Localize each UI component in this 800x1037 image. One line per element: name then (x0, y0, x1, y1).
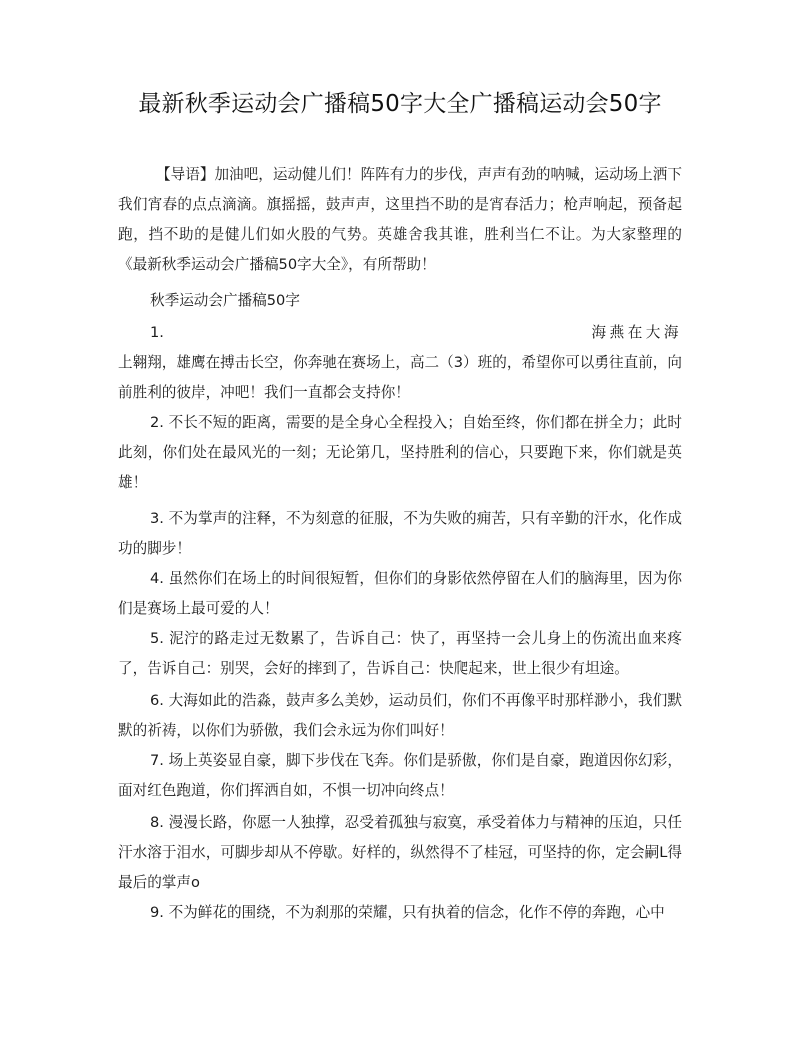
list-item-2: 2. 不长不短的距离，需要的是全身心全程投入；自始至终，你们都在拼全力；此时此刻，你们处在最风光的一刻；无论第几，坚持胜利的信心，只要跑下来，你们就是英雄！ (118, 414, 682, 491)
list-item-number: 1. (150, 324, 164, 341)
document-title: 最新秋季运动会广播稿50字大全广播稿运动会50字 (138, 91, 662, 117)
list-item-lead-text: 海燕在大海 (591, 324, 682, 341)
list-item-6: 6. 大海如此的浩淼，鼓声多么美妙，运动员们，你们不再像平时那样渺小，我们默默的祈祷，以你们为骄傲，我们会永远为你们叫好！ (118, 692, 682, 739)
list-item-8: 8. 漫漫长路，你愿一人独撑，忍受着孤独与寂寞，承受着体力与精神的压迫，只任汗水溶于泪水，可脚步却从不停歇。好样的，纵然得不了桂冠，可坚持的你，定会嗣L得最后的掌声o (118, 814, 682, 891)
list-item-5: 5. 泥泞的路走过无数累了，告诉自己：快了，再坚持一会儿身上的伤流出血来疼了，告诉自己：别哭，会好的摔到了，告诉自己：快爬起来，世上很少有坦途。 (118, 630, 682, 677)
list-item-9: 9. 不为鲜花的围绕，不为刹那的荣耀，只有执着的信念，化作不停的奔跑，心中 (150, 904, 665, 921)
list-item-continuation: 上翱翔，雄鹰在搏击长空，你奔驰在赛场上，高二（3）班的，希望你可以勇往直前，向前胜利的彼岸，冲吧！我们一直都会支持你！ (118, 354, 682, 401)
list-item-7: 7. 场上英姿显自豪，脚下步伐在飞奔。你们是骄傲，你们是自豪，跑道因你幻彩，面对红色跑道，你们挥洒自如，不惧一切冲向终点！ (118, 752, 682, 799)
section-subtitle: 秋季运动会广播稿50字 (150, 292, 300, 309)
list-item-3: 3. 不为掌声的注释，不为刻意的征服，不为失败的痈苦，只有辛勤的汗水，化作成功的脚步！ (118, 510, 682, 557)
intro-paragraph: 【导语】加油吧，运动健儿们！阵阵有力的步伐，声声有劲的呐喊，运动场上洒下我们宵春的点点滴滴。旗摇摇，鼓声声，这里挡不助的是宵春活力；枪声响起，预备起跑，挡不助的是健儿们如火股的气势。英雄舍我其谁，胜利当仁不让。为大家整理的《最新秋季运动会广播稿50字大全》，有所帮助！ (118, 166, 682, 273)
list-item-4: 4. 虽然你们在场上的时间很短暂，但你们的身影依然停留在人们的脑海里，因为你们是赛场上最可爱的人！ (118, 570, 682, 617)
